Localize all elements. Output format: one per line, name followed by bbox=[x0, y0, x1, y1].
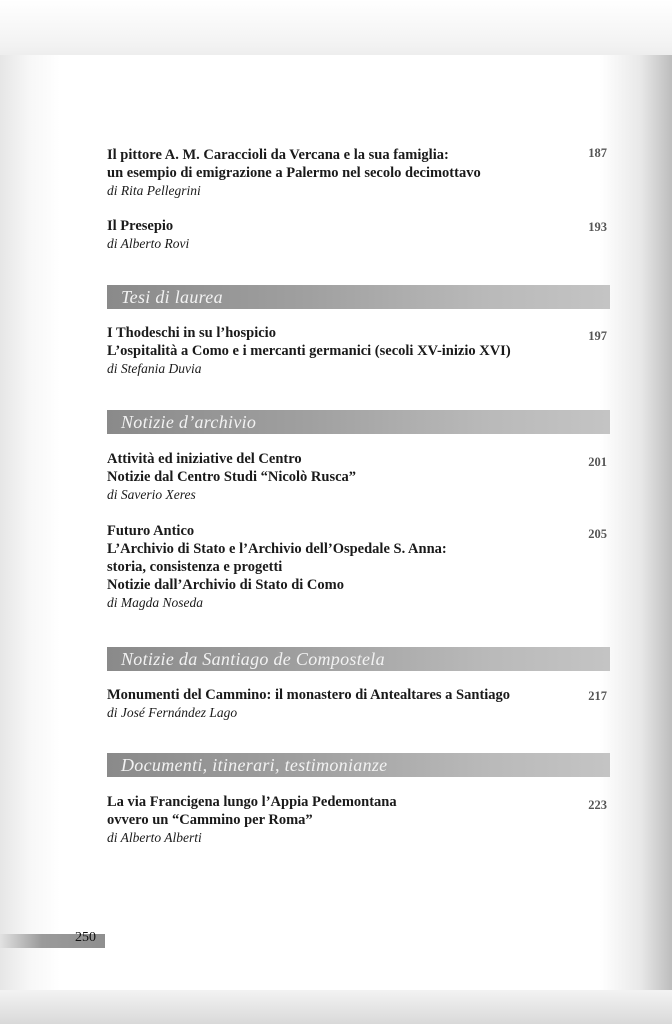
entry-title-line: Monumenti del Cammino: il monastero di Antealtares a Santiago bbox=[107, 687, 511, 703]
toc-entry-presepio bbox=[107, 217, 607, 253]
section-header-documenti bbox=[107, 753, 610, 777]
entry-title-line: storia, consistenza e progetti bbox=[107, 559, 283, 575]
section-header-tesi-di-laurea bbox=[107, 285, 610, 309]
entry-title-line: L’Archivio di Stato e l’Archivio dell’Ospedale S. Anna: bbox=[107, 541, 447, 557]
entry-author: di Rita Pellegrini bbox=[107, 183, 201, 198]
entry-page-number: 201 bbox=[588, 455, 607, 469]
toc-entry-futuro-antico bbox=[107, 522, 607, 612]
entry-author: di Alberto Rovi bbox=[107, 236, 190, 251]
entry-title-line: Notizie dal Centro Studi “Nicolò Rusca” bbox=[107, 469, 357, 485]
toc-entry-via-francigena bbox=[107, 793, 607, 847]
entry-title-line: ovvero un “Cammino per Roma” bbox=[107, 812, 313, 828]
entry-page-number: 193 bbox=[588, 220, 607, 234]
entry-title-line: Il Presepio bbox=[107, 218, 174, 234]
entry-title-line: un esempio di emigrazione a Palermo nel secolo decimottavo bbox=[107, 165, 481, 181]
toc-entry-thodeschi bbox=[107, 324, 607, 378]
section-title: Notizie da Santiago de Compostela bbox=[121, 649, 385, 669]
entry-title-line: Notizie dall’Archivio di Stato di Como bbox=[107, 577, 344, 593]
entry-page-number: 223 bbox=[588, 798, 607, 812]
entry-page-number: 197 bbox=[588, 329, 607, 343]
entry-title-line: Futuro Antico bbox=[107, 523, 195, 539]
section-header-notizie-archivio bbox=[107, 410, 610, 434]
entry-page-number: 187 bbox=[588, 146, 607, 160]
entry-title-line: Il pittore A. M. Caraccioli da Vercana e la sua famiglia: bbox=[107, 147, 449, 163]
section-header-notizie-santiago bbox=[107, 647, 610, 671]
entry-author: di Stefania Duvia bbox=[107, 361, 202, 376]
section-title: Documenti, itinerari, testimonianze bbox=[121, 755, 388, 775]
page-folio-number: 250 bbox=[75, 930, 96, 945]
entry-title-line: La via Francigena lungo l’Appia Pedemontana bbox=[107, 794, 397, 810]
entry-title-line: L’ospitalità a Como e i mercanti germanici (secoli XV-inizio XVI) bbox=[107, 343, 511, 359]
entry-author: di Saverio Xeres bbox=[107, 487, 196, 502]
section-title: Notizie d’archivio bbox=[121, 412, 257, 432]
entry-author: di José Fernández Lago bbox=[107, 705, 238, 720]
entry-page-number: 205 bbox=[588, 527, 607, 541]
entry-title-line: I Thodeschi in su l’hospicio bbox=[107, 325, 276, 341]
entry-author: di Magda Noseda bbox=[107, 595, 203, 610]
entry-author: di Alberto Alberti bbox=[107, 830, 202, 845]
toc-entry-attivita-centro bbox=[107, 450, 607, 504]
section-title: Tesi di laurea bbox=[121, 287, 223, 307]
entry-page-number: 217 bbox=[588, 689, 607, 703]
entry-title-line: Attività ed iniziative del Centro bbox=[107, 451, 302, 467]
toc-entry-monumenti-cammino bbox=[107, 686, 607, 722]
toc-entry-caraccioli bbox=[107, 146, 607, 200]
